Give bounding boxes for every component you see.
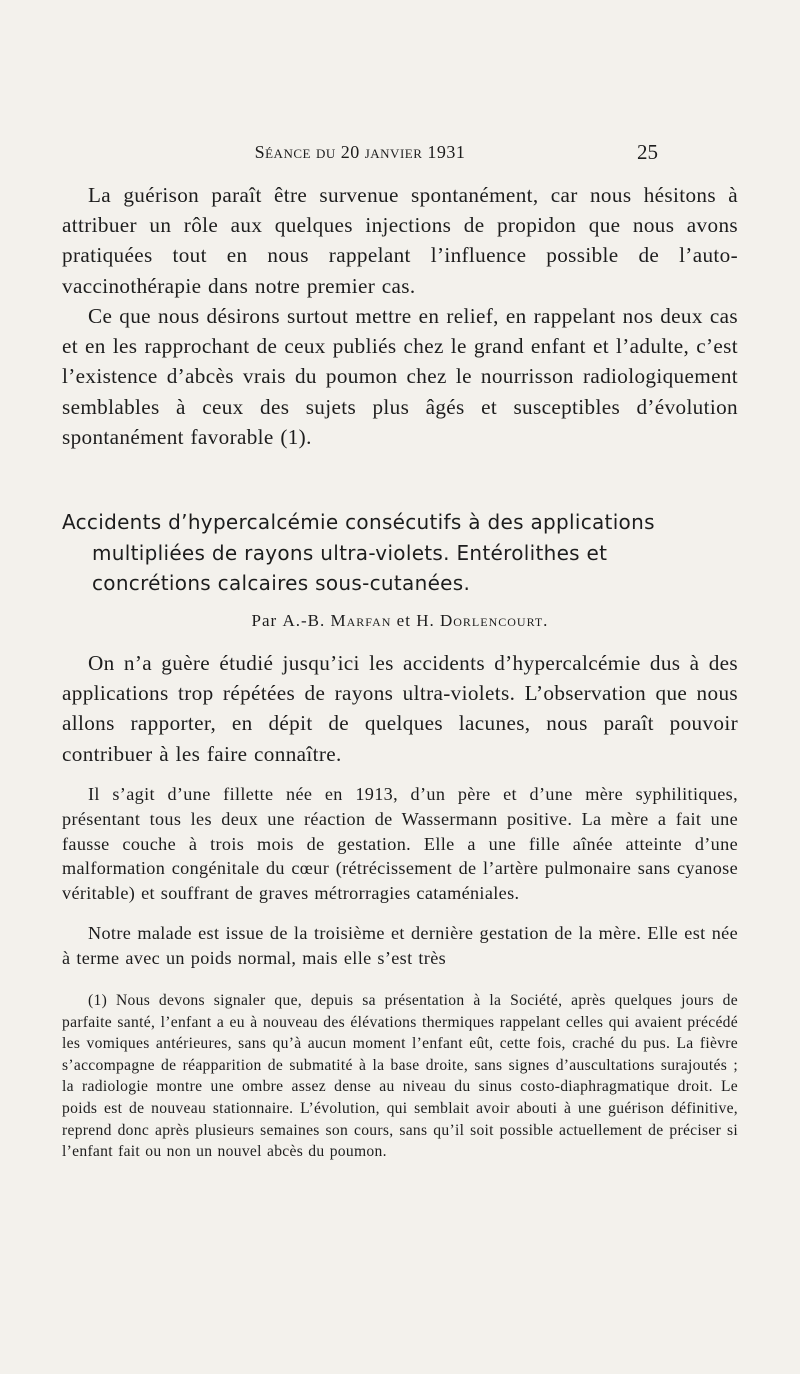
article-authors <box>0 611 800 631</box>
article-title: Accidents d’hypercalcémie consécutifs à des applications multipliées de rayons ultra-violets. Entérolithes et concrétions calcaires sous-cutanées. <box>62 510 655 595</box>
footnote: (1) Nous devons signaler que, depuis sa présentation à la Société, après quelques jours de parfaite santé, l’enfant a eu à nouveau des élévations thermiques rappelant celles qui avaient précédé les vomiques antérieures, sans qu’à aucun moment l’enfant eût, cette fois, craché du pus. La fièvre s’accompagne de réapparition de submatité à la base droite, sans signes d’auscultations surajoutés ; la radiologie montre une ombre assez dense au niveau du sinus costo-diaphragmatique droit. Le poids est de nouveau stationnaire. L’évolution, qui semblait avoir abouti à une guérison définitive, reprend donc après plusieurs semaines son cours, sans qu’il soit possible actuellement de préciser si l’enfant fait ou non un nouvel abcès du poumon. <box>62 992 738 1161</box>
running-title: Séance du 20 janvier 1931 <box>254 142 466 162</box>
page-header <box>0 140 800 170</box>
article-intro-paragraph: On n’a guère étudié jusqu’ici les accidents d’hypercalcémie dus à des applications trop répétées de rayons ultra-violets. L’observation que nous allons rapporter, en dépit de quelques lacunes, nous paraît pouvoir contribuer à les faire connaître. <box>62 651 738 766</box>
author-marfan: A.-B. Marfan <box>282 611 392 630</box>
authors-connector: et <box>396 611 411 630</box>
authors-prefix: Par <box>251 611 278 630</box>
author-dorlencourt: H. Dorlencourt. <box>416 611 549 630</box>
paragraph-conclusion-1: La guérison paraît être survenue spontanément, car nous hésitons à attribuer un rôle aux quelques injections de propidon que nous avons pratiquées tout en nous rappelant l’influence possible de l’auto-vaccinothérapie dans notre premier cas. <box>62 183 738 298</box>
paragraph-conclusion-2: Ce que nous désirons surtout mettre en relief, en rappelant nos deux cas et en les rapprochant de ceux publiés chez le grand enfant et l’adulte, c’est l’existence d’abcès vrais du poumon chez le nourrisson radiologiquement semblables à ceux des sujets plus âgés et susceptibles d’évolution spontanément favorable (1). <box>62 304 738 449</box>
page-number: 25 <box>637 140 658 164</box>
case-history-paragraph: Il s’agit d’une fillette née en 1913, d’un père et d’une mère syphilitiques, présentant tous les deux une réaction de Wassermann positive. La mère a fait une fausse couche à trois mois de gestation. Elle a une fille aînée atteinte d’une malformation congénitale du cœur (rétrécissement de l’artère pulmonaire sans cyanose véritable) et souffrant de graves métrorragies cataméniales. <box>62 784 738 904</box>
case-birth-paragraph: Notre malade est issue de la troisième et dernière gestation de la mère. Elle est née à terme avec un poids normal, mais elle s’est très <box>62 923 738 968</box>
